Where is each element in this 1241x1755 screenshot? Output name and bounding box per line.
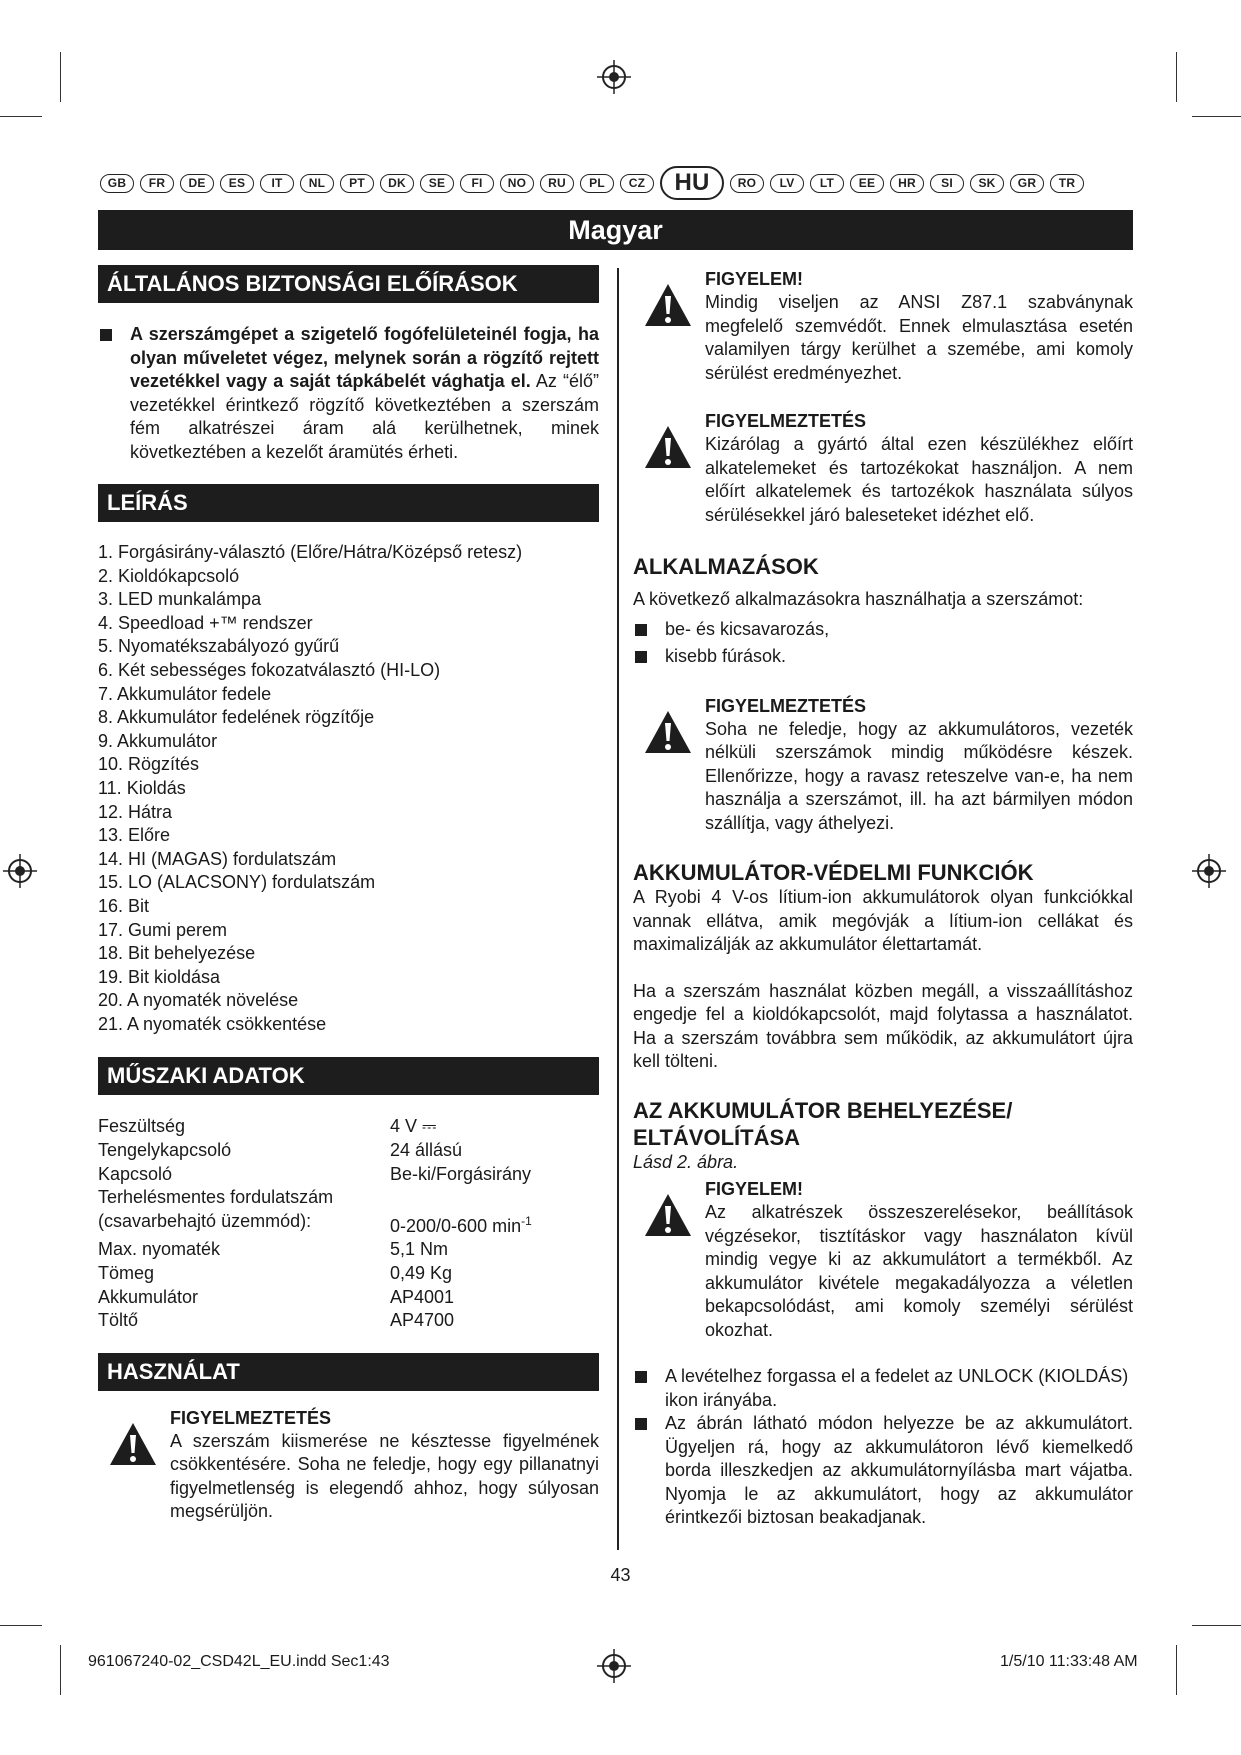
lang-badge-no: NO	[500, 174, 534, 193]
section-heading-usage: HASZNÁLAT	[98, 1353, 599, 1391]
lang-badge-ee: EE	[850, 174, 884, 193]
list-item: 18. Bit behelyezése	[98, 943, 256, 964]
spec-row-switch	[98, 1163, 599, 1187]
unit-exponent: -1	[521, 1213, 532, 1228]
voltage-value: 4 V	[390, 1116, 418, 1137]
list-item: 21. A nyomaték csökkentése	[98, 1013, 327, 1034]
warning-title: FIGYELMEZTETÉS	[170, 1407, 332, 1428]
application-text: kisebb fúrások.	[665, 646, 787, 666]
lang-badge-gb: GB	[100, 174, 134, 193]
list-item: 10. Rögzítés	[98, 754, 200, 775]
list-item: 20. A nyomaték növelése	[98, 990, 299, 1011]
protection-paragraph: Ha a szerszám használat közben megáll, a visszaállításhoz engedje fel a kioldókapcsolót, majd folytassa a használatot. Ha a szerszám továbbra sem működik, az akkumulátort újra kell tölteni.	[633, 980, 1133, 1071]
warning-body: Mindig viseljen az ANSI Z87.1 szabványnak megfelelő szemvédőt. Ennek elmulasztása esetén valamilyen tárgy kerülhet a szemébe, ami komoly sérülést eredményezhet.	[705, 292, 1133, 383]
registration-mark-icon	[1192, 854, 1226, 888]
spec-label: Töltő	[98, 1310, 139, 1331]
warning-triangle-icon	[643, 282, 693, 328]
spec-value: 0,49 Kg	[390, 1263, 453, 1284]
left-column	[98, 265, 599, 1524]
section-heading-description: LEÍRÁS	[98, 484, 599, 522]
list-item: 13. Előre	[98, 825, 171, 846]
spec-value	[390, 1115, 599, 1139]
list-item: 5. Nyomatékszabályozó gyűrű	[98, 636, 340, 657]
lang-badge-ro: RO	[730, 174, 764, 193]
warning-body: Kizárólag a gyártó által ezen készülékhez előírt alkatelemeket és tartozékokat használjon. A nem előírt alkatelemek és tartozékok használata súlyos sérülésekkel járó baleseteket idézhet elő.	[705, 434, 1133, 525]
warning-triangle-icon	[643, 1192, 693, 1238]
registration-mark-icon	[3, 854, 37, 888]
square-bullet-icon	[635, 1371, 647, 1383]
square-bullet-icon	[635, 1418, 647, 1430]
lang-badge-gr: GR	[1010, 174, 1044, 193]
install-step-text: Az ábrán látható módon helyezze be az akkumulátort. Ügyeljen rá, hogy az akkumulátoron lévő kiemelkedő borda illeszkedjen az akkumulátornyílásba mart vájatba. Nyomja le az akkumulátort, hogy az akkumulátor érintkezői biztosan beakadjanak.	[665, 1413, 1133, 1527]
list-item: 17. Gumi perem	[98, 919, 228, 940]
spec-label: Terhelésmentes fordulatszám	[98, 1187, 334, 1208]
spec-label: Feszültség	[98, 1116, 186, 1137]
list-item: 8. Akkumulátor fedelének rögzítője	[98, 707, 375, 728]
list-item: 1. Forgásirány-választó (Előre/Hátra/Középső retesz)	[98, 542, 523, 562]
specs-table	[98, 1115, 599, 1332]
list-item: 3. LED munkalámpa	[98, 589, 262, 610]
lang-badge-es: ES	[220, 174, 254, 193]
lang-badge-dk: DK	[380, 174, 414, 193]
spec-row-voltage	[98, 1115, 599, 1139]
section-heading-battery-install	[633, 1097, 1133, 1151]
lang-badge-de: DE	[180, 174, 214, 193]
section-heading-battery-protection: AKKUMULÁTOR-VÉDELMI FUNKCIÓK	[633, 860, 1034, 885]
crop-mark	[1176, 52, 1177, 102]
warning-block	[633, 268, 1133, 385]
install-heading-line: AZ AKKUMULÁTOR BEHELYEZÉSE/	[633, 1097, 1013, 1123]
warning-triangle-icon	[643, 709, 693, 755]
lang-badge-lt: LT	[810, 174, 844, 193]
list-item: 19. Bit kioldása	[98, 966, 221, 987]
section-heading-specs: MŰSZAKI ADATOK	[98, 1057, 599, 1095]
spec-label: Kapcsoló	[98, 1163, 173, 1184]
warning-body: Soha ne feledje, hogy az akkumulátoros, vezeték nélküli szerszámok mindig működésre készek. Ellenőrizze, hogy a ravasz reteszelve van-e, ha nem használja a szerszámot, ill. ha azt bármilyen módon szállítja, vagy áthelyezi.	[705, 718, 1133, 833]
warning-triangle-icon	[108, 1421, 158, 1467]
speed-value: 0-200/0-600 min	[390, 1215, 522, 1236]
lang-badge-ru: RU	[540, 174, 574, 193]
lang-badge-fi: FI	[460, 174, 494, 193]
crop-mark	[1192, 1625, 1241, 1626]
spec-row-noload	[98, 1186, 599, 1210]
list-item: 16. Bit	[98, 895, 150, 916]
warning-block	[633, 695, 1133, 836]
square-bullet-icon	[100, 329, 112, 341]
applications-intro: A következő alkalmazásokra használhatja a szerszámot:	[633, 589, 1084, 609]
list-item: 12. Hátra	[98, 801, 173, 822]
list-item: 7. Akkumulátor fedele	[98, 683, 272, 704]
dc-symbol-icon: ⎓	[422, 1116, 437, 1137]
list-item: 4. Speedload +™ rendszer	[98, 612, 313, 633]
square-bullet-icon	[635, 624, 647, 636]
column-divider	[617, 268, 619, 1550]
spec-row-weight	[98, 1262, 599, 1286]
spec-label: Tengelykapcsoló	[98, 1140, 232, 1161]
crop-mark	[60, 52, 61, 102]
lang-badge-hr: HR	[890, 174, 924, 193]
install-step-text: A levételhez forgassa el a fedelet az UNLOCK (KIOLDÁS) ikon irányába.	[665, 1366, 1129, 1410]
crop-mark	[1192, 116, 1241, 117]
crop-mark	[1176, 1645, 1177, 1695]
list-item: 2. Kioldókapcsoló	[98, 565, 240, 586]
square-bullet-icon	[635, 651, 647, 663]
parts-list	[98, 541, 599, 1036]
install-step	[633, 1412, 1133, 1530]
spec-label: Tömeg	[98, 1263, 155, 1284]
warning-triangle-icon	[643, 424, 693, 470]
spec-label: Akkumulátor	[98, 1286, 199, 1307]
crop-mark	[0, 116, 42, 117]
lang-badge-fr: FR	[140, 174, 174, 193]
application-text: be- és kicsavarozás,	[665, 618, 830, 639]
list-item: 6. Két sebességes fokozatválasztó (HI-LO)	[98, 659, 441, 680]
spec-row-clutch	[98, 1139, 599, 1163]
spec-label: (csavarbehajtó üzemmód):	[98, 1210, 312, 1231]
warning-block	[633, 410, 1133, 527]
list-item: 9. Akkumulátor	[98, 730, 218, 751]
language-selector	[100, 165, 1130, 201]
safety-bullet-bold: A szerszámgépet a szigetelő fogófelületeinél fogja, ha olyan műveletet végez, melynek során a rögzítő rejtett vezetékkel vagy a saját tápkábelét vághatja el.	[130, 324, 599, 391]
list-item: 14. HI (MAGAS) fordulatszám	[98, 848, 337, 869]
lang-badge-sk: SK	[970, 174, 1004, 193]
lang-badge-it: IT	[260, 174, 294, 193]
spec-value: 5,1 Nm	[390, 1239, 449, 1260]
lang-badge-pt: PT	[340, 174, 374, 193]
figure-reference: Lásd 2. ábra.	[633, 1151, 739, 1172]
crop-mark	[0, 1625, 42, 1626]
lang-badge-se: SE	[420, 174, 454, 193]
spec-value: AP4700	[390, 1310, 455, 1331]
install-heading-line: ELTÁVOLÍTÁSA	[633, 1124, 801, 1150]
spec-row-torque	[98, 1238, 599, 1262]
footer-timestamp: 1/5/10 11:33:48 AM	[1000, 1653, 1138, 1670]
crop-mark	[60, 1645, 61, 1695]
lang-badge-nl: NL	[300, 174, 334, 193]
spec-value: 24 állású	[390, 1140, 463, 1161]
warning-body: A szerszám kiismerése ne késztesse figyelmének csökkentésére. Soha ne feledje, hogy egy pillanatnyi figyelmetlenség is elegendő ahhoz, hogy súlyosan megsérüljön.	[170, 1430, 599, 1522]
install-step	[633, 1365, 1133, 1412]
warning-title: FIGYELEM!	[705, 269, 803, 289]
section-heading-general-safety: ÁLTALÁNOS BIZTONSÁGI ELŐÍRÁSOK	[98, 265, 599, 303]
application-item	[633, 645, 1133, 669]
warning-block	[98, 1407, 599, 1524]
protection-paragraph: A Ryobi 4 V-os lítium-ion akkumulátorok olyan funkciókkal vannak ellátva, amik megóvják a lítium-ion cellákat és maximalizálják az akkumulátor élettartamát.	[633, 887, 1133, 954]
safety-bullet	[98, 323, 599, 464]
lang-badge-si: SI	[930, 174, 964, 193]
spec-value: AP4001	[390, 1286, 455, 1307]
lang-badge-tr: TR	[1050, 174, 1084, 193]
warning-title: FIGYELMEZTETÉS	[705, 695, 867, 716]
warning-title: FIGYELEM!	[705, 1179, 803, 1199]
list-item: 11. Kioldás	[98, 777, 186, 798]
lang-badge-pl: PL	[580, 174, 614, 193]
list-item: 15. LO (ALACSONY) fordulatszám	[98, 872, 376, 893]
registration-mark-icon	[597, 60, 631, 94]
registration-mark-icon	[597, 1649, 631, 1683]
warning-title: FIGYELMEZTETÉS	[705, 411, 867, 431]
footer-file-info: 961067240-02_CSD42L_EU.indd Sec1:43	[88, 1653, 390, 1670]
spec-row-mode	[98, 1210, 599, 1239]
application-item	[633, 618, 1133, 642]
safety-bullet-rest: Az “élő” vezetékkel érintkező rögzítő következtében a szerszám fém alkatrészei áram alá kerülhetnek, minek következtében a kezelőt áramütés érheti.	[130, 371, 599, 462]
spec-row-battery	[98, 1286, 599, 1310]
language-banner: Magyar	[98, 210, 1133, 250]
warning-body: Az alkatrészek összeszerelésekor, beállítások végzésekor, tisztításkor vagy használaton kívül mindig vegye ki az akkumulátort a termékből. Az akkumulátor kivétele megakadályozza a véletlen bekapcsolódást, ami komoly személyi sérülést okozhat.	[705, 1202, 1133, 1340]
lang-badge-lv: LV	[770, 174, 804, 193]
right-column	[633, 268, 1133, 1530]
warning-block	[633, 1178, 1133, 1342]
page-number: 43	[610, 1565, 631, 1585]
spec-value	[390, 1210, 599, 1239]
section-heading-applications: ALKALMAZÁSOK	[633, 554, 819, 579]
spec-row-charger	[98, 1309, 599, 1333]
spec-value: Be-ki/Forgásirány	[390, 1163, 532, 1184]
lang-badge-hu-active: HU	[660, 166, 724, 200]
spec-label: Max. nyomaték	[98, 1239, 221, 1260]
lang-badge-cz: CZ	[620, 174, 654, 193]
